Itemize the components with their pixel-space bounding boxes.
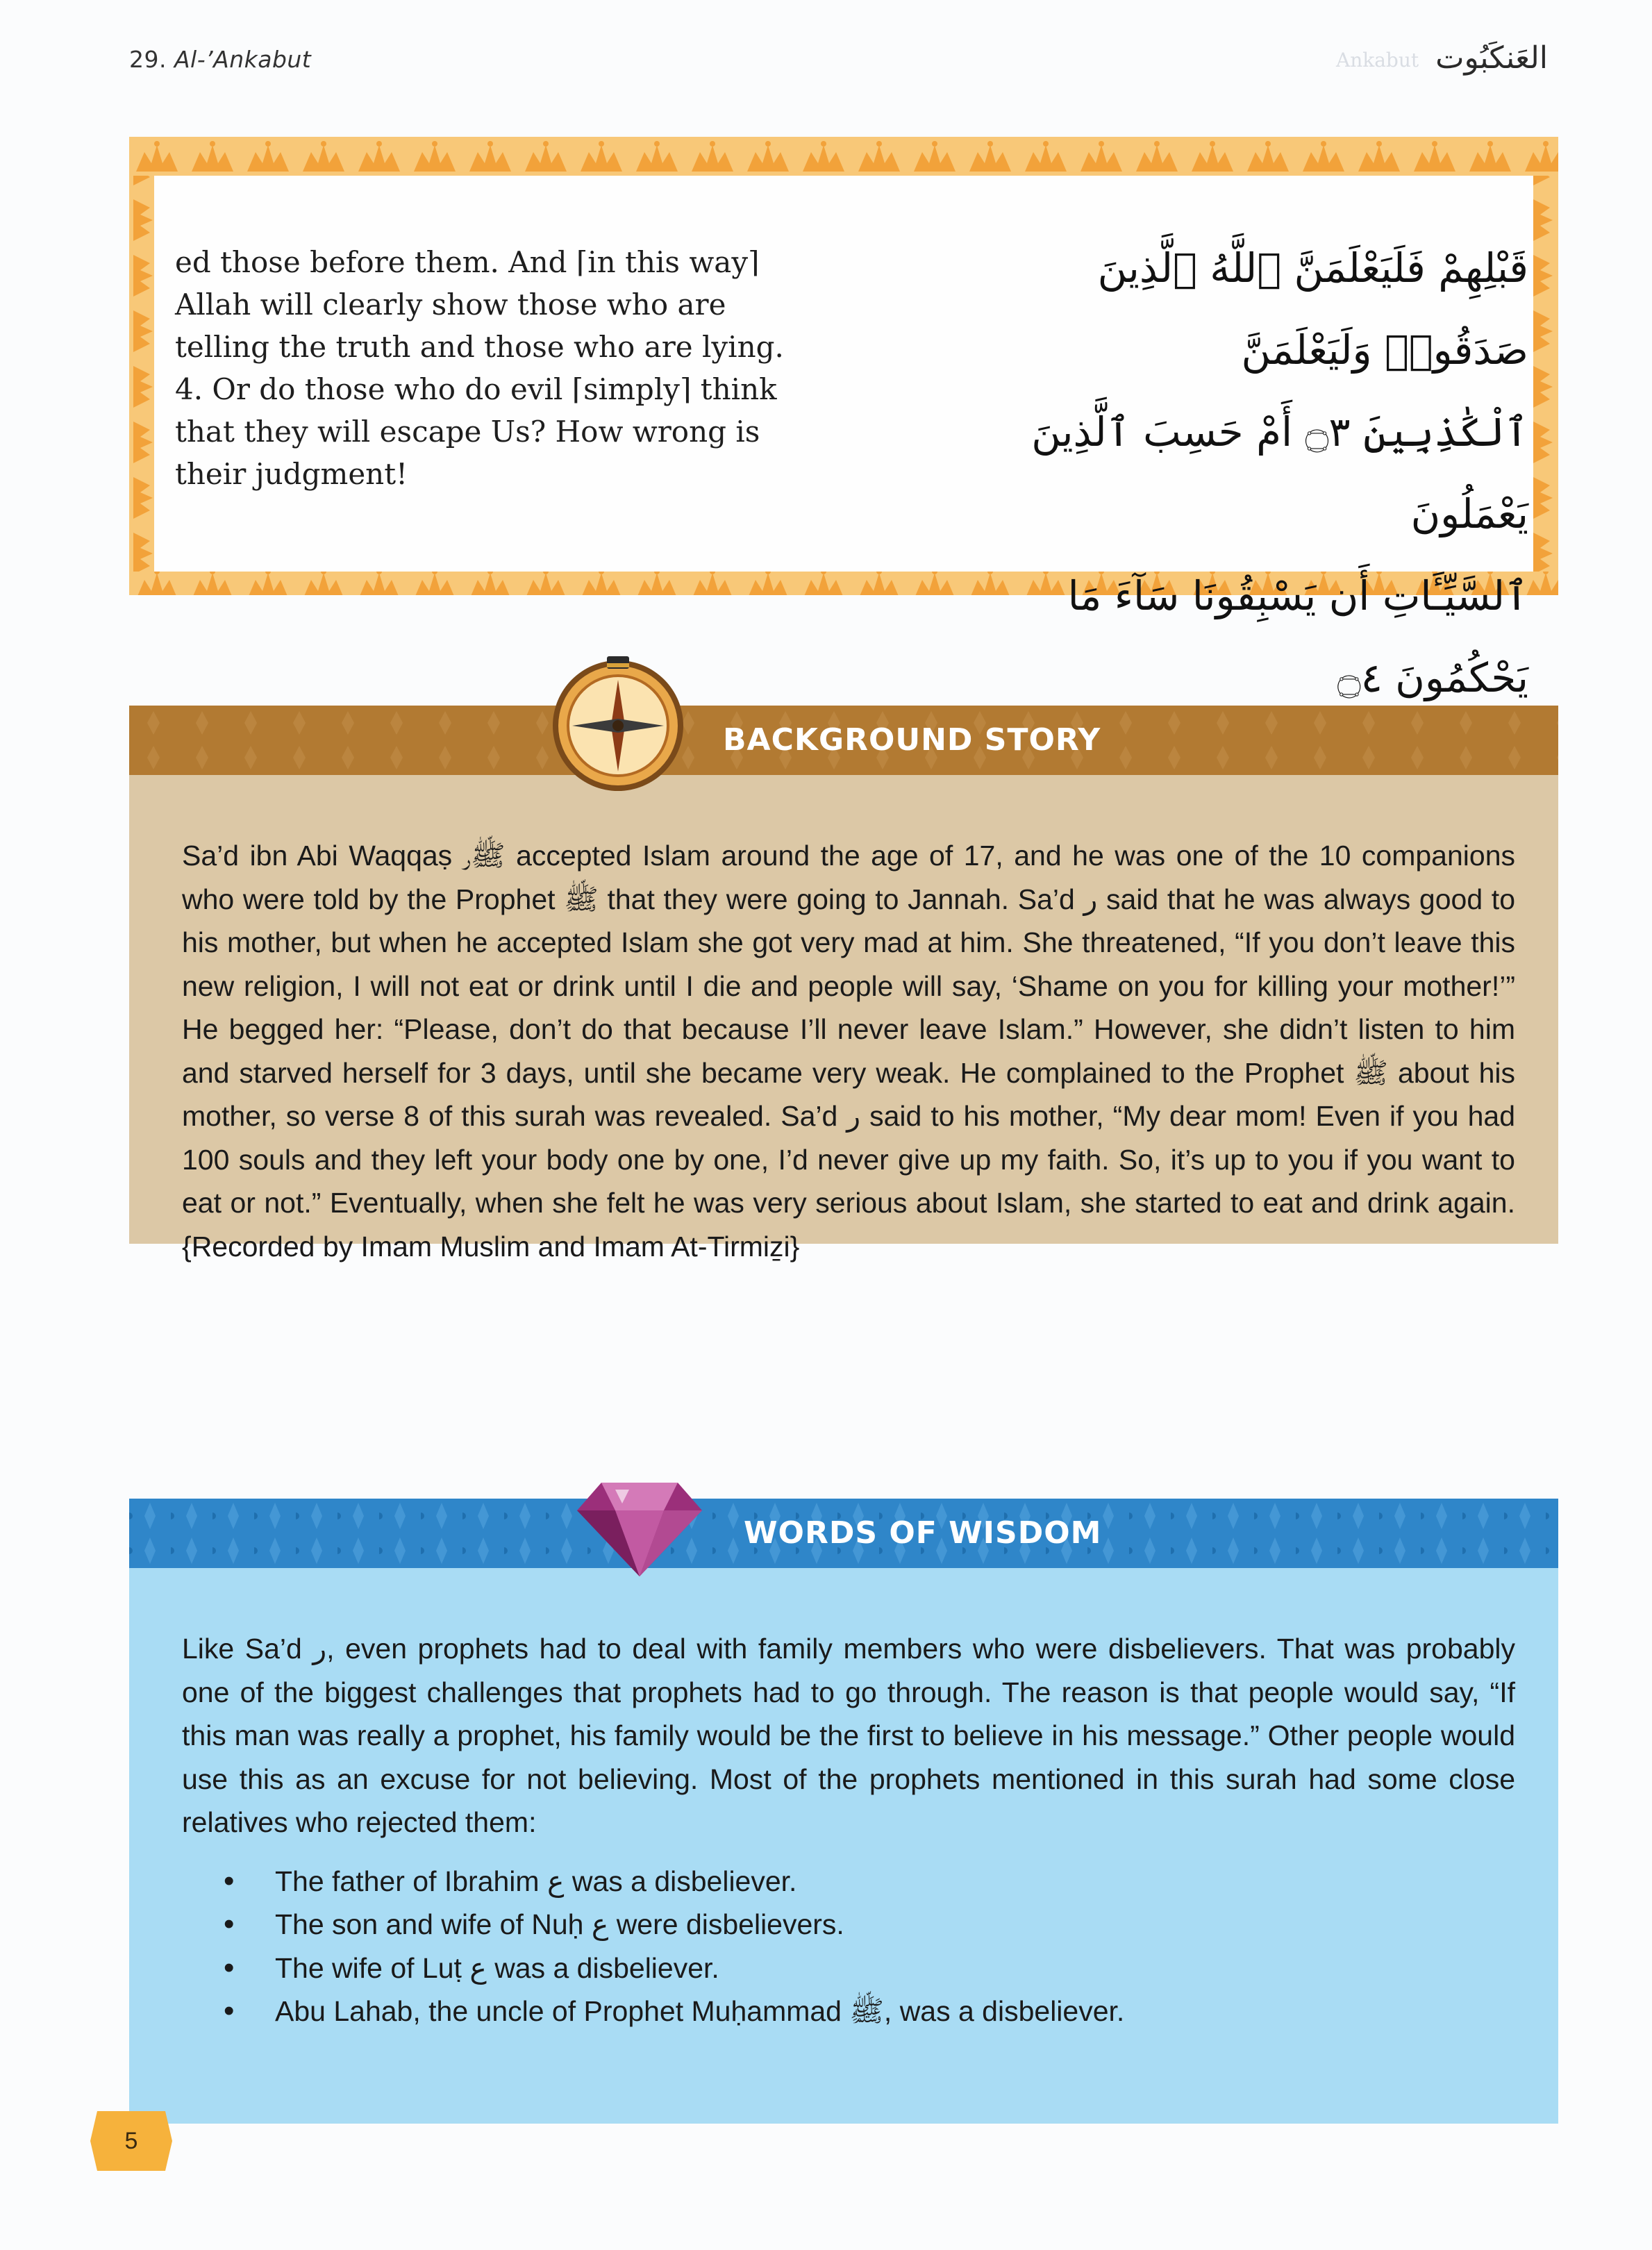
surah-name-arabic: العَنكَبُوت (1435, 40, 1548, 76)
words-of-wisdom-bar (129, 1499, 1558, 1568)
background-story-panel (129, 775, 1558, 1262)
verse-english (175, 241, 939, 495)
list-item: • The son and wife of Nuḥ ع were disbelievers. (182, 1903, 1515, 1947)
words-of-wisdom-panel (129, 1568, 1558, 2124)
list-item: • The wife of Luṭ ع was a disbeliever. (182, 1947, 1515, 1990)
list-item: • The father of Ibrahim ع was a disbeliever. (182, 1860, 1515, 1903)
disbelievers-list (182, 1860, 1515, 2033)
gem-icon (574, 1476, 706, 1580)
verse-english-line: ed those before them. And ⌈in this way⌉ (175, 245, 760, 279)
compass-icon (549, 656, 687, 795)
verse-english-line: Allah will clearly show those who are (175, 288, 726, 322)
verse-english-line: that they will escape Us? How wrong is (175, 415, 760, 449)
verse-english-line: 4. Or do those who do evil ⌈simply⌉ think (175, 372, 777, 406)
verse-english-line: telling the truth and those who are lying. (175, 330, 784, 364)
words-of-wisdom-title: WORDS OF WISDOM (744, 1515, 1102, 1551)
surah-name: Al-’Ankabut (174, 46, 312, 73)
verse-arabic-line: قَبْلِهِمْ فَلَيَعْلَمَنَّ ٱللَّهُ ٱلَّذِينَ صَدَقُوا۟ وَلَيَعْلَمَنَّ (1097, 244, 1528, 374)
words-of-wisdom-text-block (182, 1627, 1515, 2033)
verse-frame (129, 137, 1558, 701)
running-header-right (1336, 40, 1548, 76)
list-item: • Abu Lahab, the uncle of Prophet Muḥammad ﷺ, was a disbeliever. (182, 1990, 1515, 2033)
background-story-text: Sa’d ibn Abi Waqqaṣ ﷺر accepted Islam around the age of 17, and he was one of the 10 companions who were told by the Prophet ﷺ that they were going to Jannah. Sa’d ر said that he was always good to his mother, but when he accepted Islam she got very mad at him. She threatened, “If you don’t leave this new religion, I will not eat or drink until I die and people will say, ‘Shame on you for killing your mother!’” He begged her: “Please, don’t do that because I’ll never leave Islam.” However, she didn’t listen to him and starved herself for 3 days, until she became very weak. He complained to the Prophet ﷺ about his mother, so verse 8 of this surah was revealed. Sa’d ر said to his mother, “My dear mom! Even if you had 100 souls and they left your body one by one, I’d never give up my faith. So, it’s up to you if you want to eat or not.” Eventually, when she felt he was very serious about Islam, she started to eat and drink again. {Recorded by Imam Muslim and Imam At-Tirmiẕi} (182, 840, 1515, 1262)
words-of-wisdom-intro: Like Sa’d ر, even prophets had to deal with family members who were disbelievers. That was probably one of the biggest challenges that prophets had to go through. The reason is that people would say, “If this man was really a prophet, his family would be the first to believe in his message.” Other people would use this as an excuse for not believing. Most of the prophets mentioned in this surah had some close relatives who rejected them: (182, 1633, 1515, 1838)
background-story-bar (129, 706, 1558, 775)
verse-arabic-line: ٱلسَّيِّـَٔاتِ أَن يَسْبِقُونَا سَآءَ مَا يَحْكُمُونَ ۝٤ (1067, 572, 1528, 701)
ghost-text: Ankabut (1336, 49, 1419, 72)
verse-english-line: their judgment! (175, 457, 408, 491)
surah-number: 29. (129, 46, 167, 73)
page-number: 5 (124, 2128, 138, 2154)
verse-arabic-line: ٱلْكَٰذِبِينَ ۝٣ أَمْ حَسِبَ ٱلَّذِينَ يَعْمَلُونَ (1031, 408, 1528, 538)
background-story-title: BACKGROUND STORY (723, 722, 1101, 758)
verse-arabic (973, 227, 1528, 719)
running-header-left (129, 46, 311, 73)
background-story-text-block (182, 834, 1515, 1268)
